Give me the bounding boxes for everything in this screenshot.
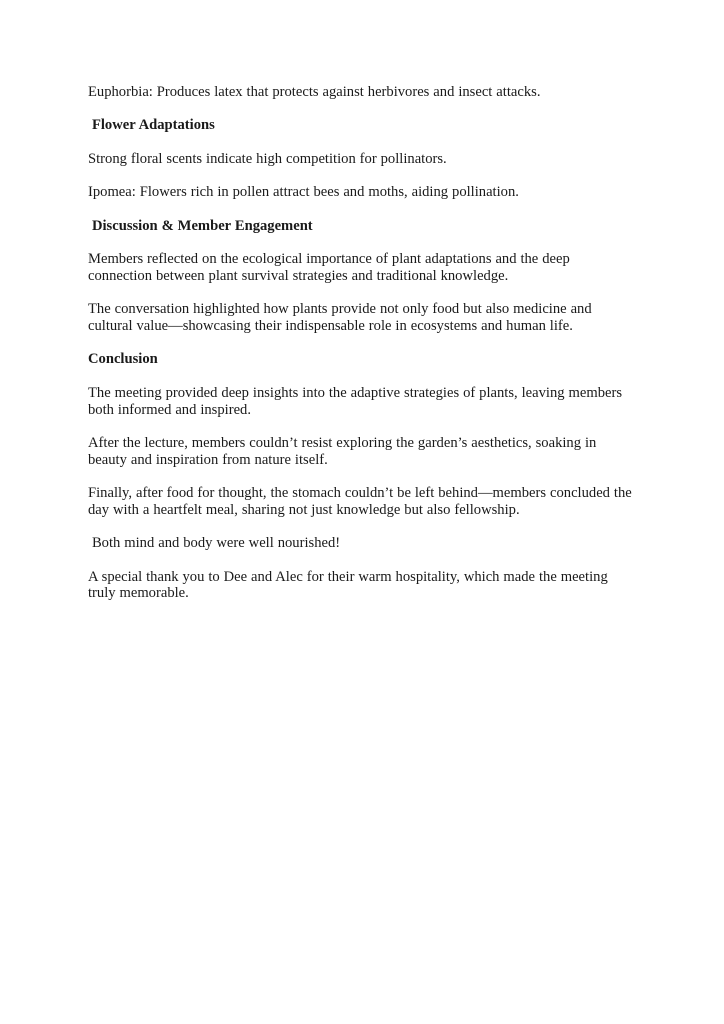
body-paragraph: After the lecture, members couldn’t resist exploring the garden’s aesthetics, soaking in beauty and inspiration from nature itself.	[88, 434, 601, 468]
body-paragraph: A special thank you to Dee and Alec for their warm hospitality, which made the meeting truly memorable.	[88, 568, 612, 602]
body-paragraph: Ipomea: Flowers rich in pollen attract bees and moths, aiding pollination.	[88, 184, 519, 201]
body-paragraph: Both mind and body were well nourished!	[88, 535, 341, 552]
section-heading: Discussion & Member Engagement	[88, 217, 313, 234]
body-paragraph: Strong floral scents indicate high competition for pollinators.	[88, 150, 447, 167]
document-body	[88, 84, 637, 602]
body-paragraph: The conversation highlighted how plants provide not only food but also medicine and cultural value—showcasing their indispensable role in ecosystems and human life.	[88, 301, 596, 334]
section-heading: Flower Adaptations	[88, 117, 215, 134]
body-paragraph: Finally, after food for thought, the stomach couldn’t be left behind—members concluded the day with a heartfelt meal, sharing not just knowledge but also fellowship.	[88, 485, 636, 518]
section-heading: Conclusion	[88, 351, 158, 368]
body-paragraph: Euphorbia: Produces latex that protects against herbivores and insect attacks.	[88, 84, 541, 100]
body-paragraph: The meeting provided deep insights into the adaptive strategies of plants, leaving members both informed and inspired.	[88, 384, 626, 418]
body-paragraph: Members reflected on the ecological importance of plant adaptations and the deep connection between plant survival strategies and traditional knowledge.	[88, 250, 574, 284]
